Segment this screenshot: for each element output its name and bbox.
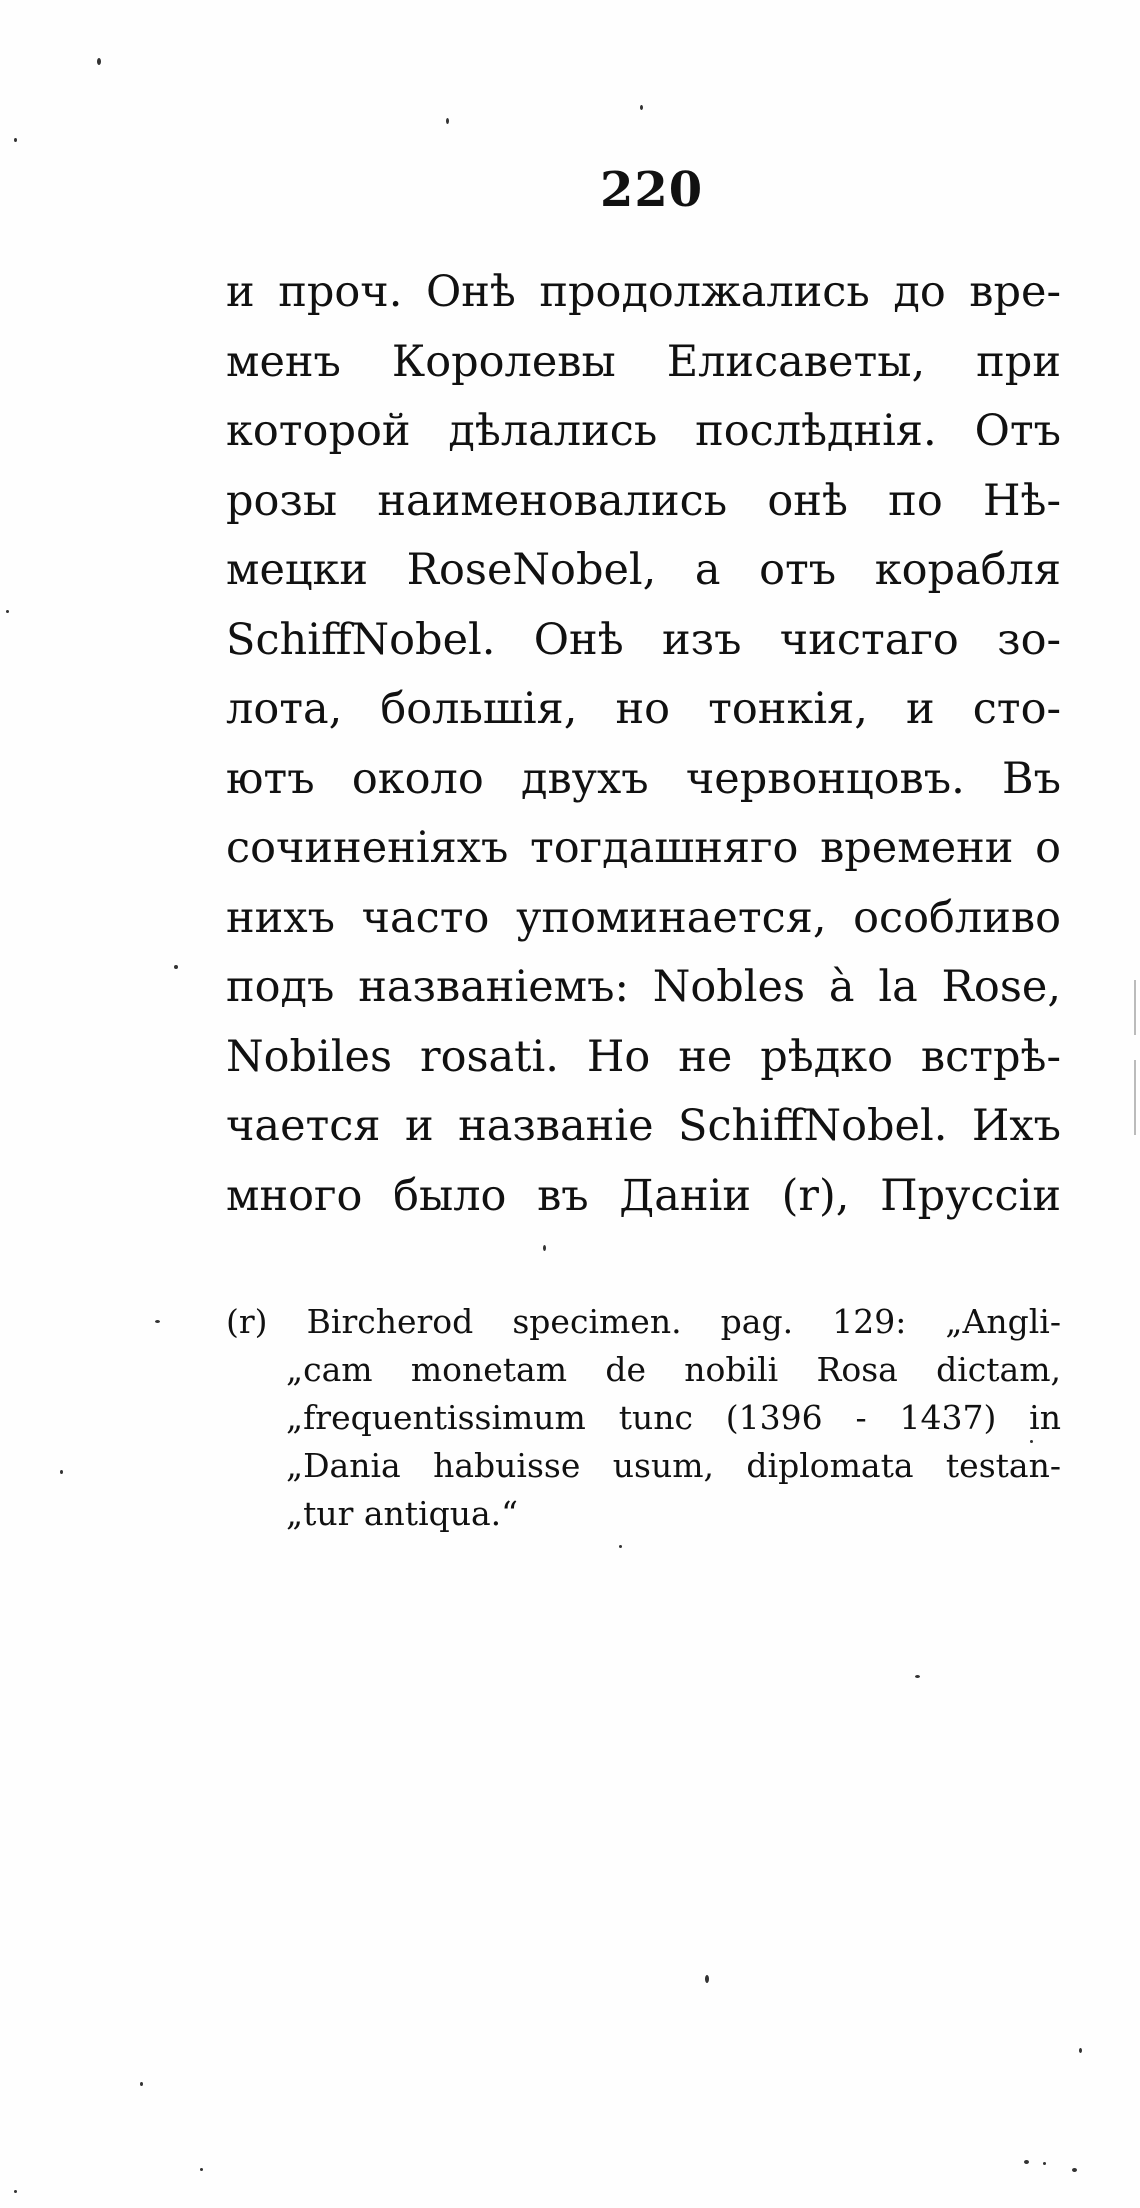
scan-speck	[60, 1470, 63, 1474]
body-line: SchiffNobel. Онѣ изъ чистаго зо-	[226, 614, 1061, 665]
scan-speck	[1024, 2160, 1029, 2164]
scan-speck	[200, 2168, 203, 2171]
body-line: менъ Королевы Елисаветы, при	[226, 336, 1061, 387]
scan-speck	[1079, 2048, 1082, 2053]
scan-speck	[619, 1545, 622, 1548]
footnote-line: „cam monetam de nobili Rosa dictam,	[286, 1350, 1061, 1389]
body-line: сочиненіяхъ тогдашняго времени о	[226, 823, 1061, 873]
page-edge-mark	[1134, 980, 1136, 1035]
body-line: много было въ Даніи (r), Пруссіи	[226, 1170, 1061, 1221]
footnote-line: „Dania habuisse usum, diplomata testan-	[286, 1446, 1061, 1485]
scan-speck	[1030, 1440, 1033, 1443]
scan-speck	[1043, 2162, 1046, 2165]
scan-speck	[174, 965, 178, 969]
scan-speck	[446, 118, 449, 124]
page-edge-mark	[1134, 1060, 1136, 1135]
scan-speck	[640, 105, 643, 110]
scan-speck	[915, 1675, 920, 1678]
scan-speck	[705, 1975, 709, 1983]
page-number: 220	[600, 162, 704, 218]
body-line: чается и названіе SchiffNobel. Ихъ	[226, 1101, 1061, 1151]
footnote-line: (r) Bircherod specimen. pag. 129: „Angli-	[226, 1302, 1061, 1341]
scan-speck	[155, 1320, 160, 1323]
scan-speck	[14, 138, 17, 142]
body-line: Nobiles rosati. Но не рѣдко встрѣ-	[226, 1031, 1061, 1082]
body-line: розы наименовались онѣ по Нѣ-	[226, 475, 1061, 526]
footnote-line: „tur antiqua.“	[286, 1494, 519, 1533]
body-line: нихъ часто упоминается, особливо	[226, 892, 1061, 943]
scan-speck	[6, 610, 9, 613]
footnote	[226, 1298, 1061, 1538]
body-line: которой дѣлались послѣднія. Отъ	[226, 406, 1061, 456]
scan-speck	[1072, 2168, 1077, 2172]
body-line: лота, большія, но тонкія, и сто-	[226, 684, 1061, 734]
body-line: ютъ около двухъ червонцовъ. Въ	[226, 753, 1061, 804]
body-line: мецки RoseNobel, а отъ корабля	[226, 545, 1061, 595]
scan-speck	[543, 1245, 546, 1251]
footnote-line: „frequentissimum tunc (1396 - 1437) in	[286, 1398, 1061, 1437]
scan-speck	[97, 58, 101, 65]
body-text	[226, 258, 1061, 1231]
scan-speck	[14, 2190, 17, 2193]
scan-speck	[140, 2082, 143, 2086]
body-line: подъ названіемъ: Nobles à la Rose,	[226, 962, 1061, 1012]
body-line: и проч. Онѣ продолжались до вре-	[226, 267, 1061, 317]
